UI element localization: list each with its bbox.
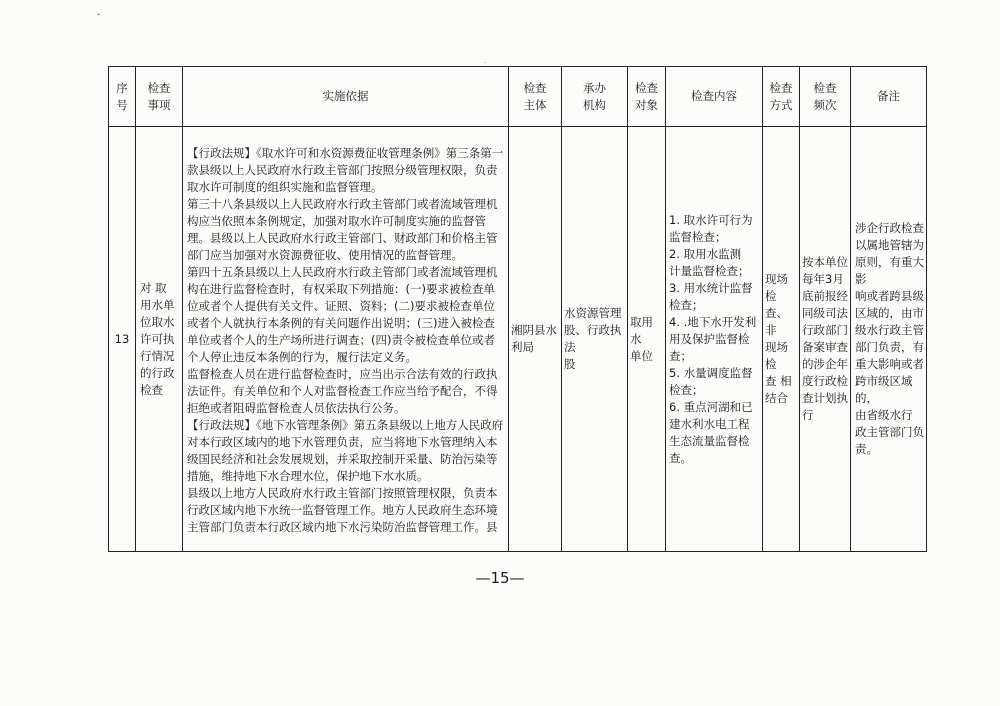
header-freq: 检查 频次: [800, 67, 851, 127]
row-seq: 13: [109, 127, 136, 552]
row-remark: 涉企行政检查 以属地管辖为 原则，有重大影 响或者跨县级 区域的，由市 级水行政主管 部门负责，有 重大影响或者 跨市级区域的， 由省级水行 政主管部门负 责。: [851, 127, 927, 552]
header-remark: 备注: [851, 67, 927, 127]
inspection-table: [108, 66, 927, 552]
table-header-row: [109, 67, 927, 127]
row-org: 水资源管理 股、行政执法 股: [562, 127, 628, 552]
header-subject: 检查 主体: [509, 67, 562, 127]
header-basis: 实施依据: [183, 67, 509, 127]
page-number: —15—: [475, 569, 525, 587]
header-seq: 序 号: [109, 67, 136, 127]
header-content: 检查内容: [666, 67, 763, 127]
corner-mark: ᐩ: [97, 12, 101, 22]
row-method: 现场检 查、非 现场检 查 相 结合: [763, 127, 800, 552]
header-org: 承办 机构: [562, 67, 628, 127]
table-row: [109, 127, 927, 552]
row-content: 1. 取水许可行为 监督检查； 2. 取用水监测 计量监督检查； 3. 用水统计监督 检查； 4. .地下水开发利 用及保护监督检 查； 5. 水量调度监督 检查； 6. 重点河湖和已 建水利水电工程 生态流量监督检 查。: [666, 127, 763, 552]
header-method: 检查 方式: [763, 67, 800, 127]
row-object: 取用水 单位: [628, 127, 666, 552]
header-item: 检查 事项: [136, 67, 183, 127]
row-item: 对 取 用水单 位取水 许可执 行情况 的行政 检查: [136, 127, 183, 552]
row-basis: 【行政法规】《取水许可和水资源费征收管理条例》第三条第一款县级以上人民政府水行政主管部门按照分级管理权限，负责取水许可制度的组织实施和监督管理。 第三十八条县级以上人民政府水行政主管部门或者流域管理机构应当依照本条例规定，加强对取水许可制度实施的监督管理。县级以上人民政府水行政主管部门、财政部门和价格主管部门应当加强对水资源费征收、使用情况的监督管理。 第四十五条县级以上人民政府水行政主管部门或者流域管理机构在进行监督检查时，有权采取下列措施：(一)要求被检查单位或者个人提供有关文件、证照、资料；(二)要求被检查单位或者个人就执行本条例的有关问题作出说明；(三)进入被检查单位或者个人的生产场所进行调查；(四)责令被检查单位或者个人停止违反本条例的行为，履行法定义务。 监督检查人员在进行监督检查时，应当出示合法有效的行政执法证件。有关单位和个人对监督检查工作应当给予配合，不得拒绝或者阻碍监督检查人员依法执行公务。 【行政法规】《地下水管理条例》第五条县级以上地方人民政府对本行政区域内的地下水管理负责，应当将地下水管理纳入本级国民经济和社会发展规划，并采取控制开采量、防治污染等措施，维持地下水合理水位，保护地下水水质。 县级以上地方人民政府水行政主管部门按照管理权限，负责本行政区域内地下水统一监督管理工作。地方人民政府生态环境主管部门负责本行政区域内地下水污染防治监督管理工作。县: [183, 127, 509, 552]
header-object: 检查 对象: [628, 67, 666, 127]
row-subject: 湘阴县水 利局: [509, 127, 562, 552]
scan-speck: .: [484, 56, 487, 65]
row-freq: 按本单位 每年3月 底前报经 同级司法 行政部门 备案审查 的涉企年 度行政检 查计划执 行: [800, 127, 851, 552]
